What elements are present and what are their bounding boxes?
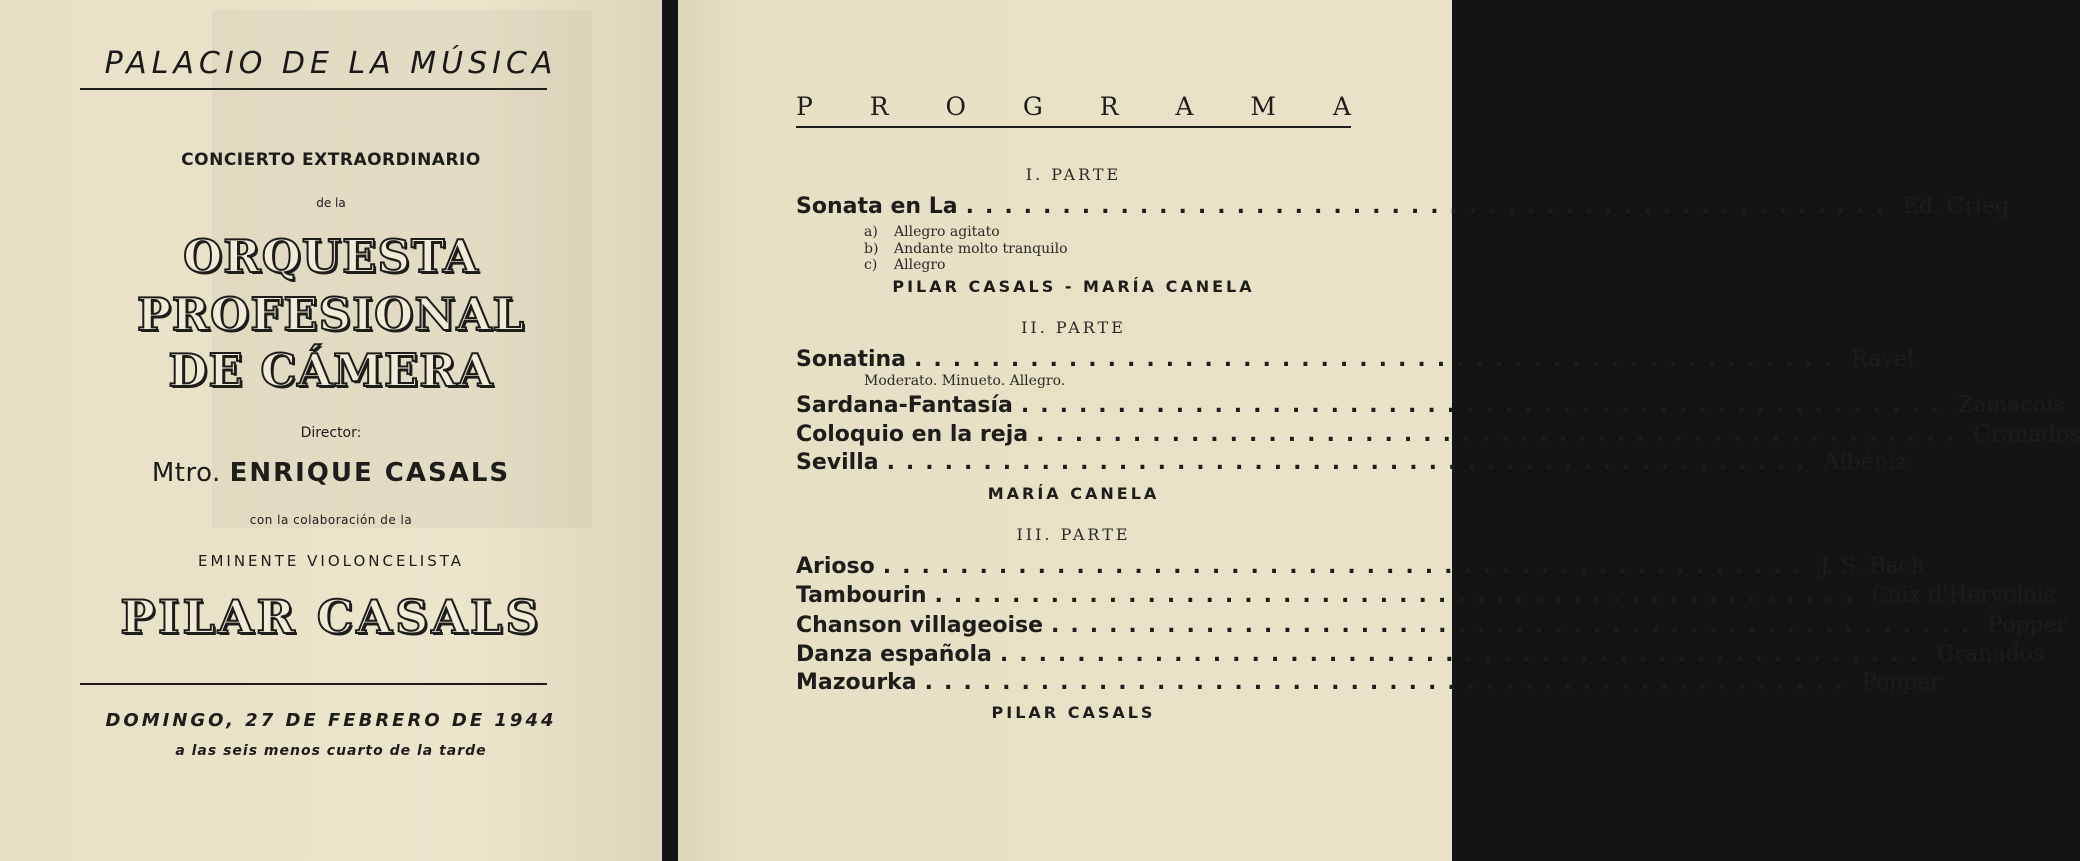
title-letter: P bbox=[796, 92, 813, 121]
movement: b) Andante molto tranquilo bbox=[864, 240, 1068, 257]
composer: J. S. Bach bbox=[1819, 554, 1926, 579]
title-letter: R bbox=[1099, 92, 1119, 121]
composer: Popper bbox=[1861, 670, 1941, 695]
orchestra-line-1: ORQUESTA bbox=[183, 230, 479, 283]
director-prefix: Mtro. bbox=[151, 458, 221, 488]
soloist-title: EMINENTE VIOLONCELISTA bbox=[197, 552, 465, 570]
orchestra-line-2: PROFESIONAL bbox=[136, 288, 526, 341]
title-letter: O bbox=[945, 92, 966, 121]
work-title: Coloquio en la reja bbox=[796, 422, 1029, 447]
venue-title: PALACIO DE LA MÚSICA bbox=[104, 46, 558, 81]
composer: Ed. Grieg bbox=[1902, 194, 2010, 219]
part-1-heading: I. PARTE bbox=[1025, 165, 1122, 184]
part-2-performers: MARÍA CANELA bbox=[987, 484, 1160, 503]
program-item bbox=[796, 393, 2065, 418]
leader-dots: ................................................ bbox=[924, 670, 1854, 695]
work-title: Sonata en La bbox=[796, 194, 958, 219]
composer: Popper bbox=[1988, 613, 2068, 638]
work-title: Sonatina bbox=[796, 347, 907, 372]
right-page bbox=[678, 0, 2080, 861]
composer: Caix d'Hervelois bbox=[1871, 583, 2055, 608]
work-title: Tambourin bbox=[796, 583, 927, 608]
leader-dots: ................................................ bbox=[882, 554, 1812, 579]
leader-dots: ................................................ bbox=[914, 347, 1844, 372]
work-title: Chanson villageoise bbox=[796, 613, 1043, 638]
leader-dots: ................................................ bbox=[886, 450, 1816, 475]
composer: Ravel bbox=[1851, 347, 1914, 372]
connector-text: de la bbox=[316, 196, 346, 210]
leader-dots: ................................................ bbox=[1020, 393, 1951, 418]
work-title: Arioso bbox=[796, 554, 875, 579]
title-rule bbox=[80, 88, 547, 90]
part-3-heading: III. PARTE bbox=[1016, 525, 1131, 544]
title-letter: A bbox=[1332, 92, 1351, 121]
programme-title bbox=[796, 92, 1351, 121]
program-item bbox=[796, 642, 2045, 667]
work-title: Danza española bbox=[796, 642, 992, 667]
title-letter: G bbox=[1022, 92, 1043, 121]
title-letter: M bbox=[1250, 92, 1276, 121]
left-page bbox=[0, 0, 662, 861]
title-letter: R bbox=[869, 92, 889, 121]
sonatina-movements: Moderato. Minueto. Allegro. bbox=[864, 373, 1066, 389]
leader-dots: ................................................ bbox=[934, 583, 1864, 608]
concert-date: DOMINGO, 27 DE FEBRERO DE 1944 bbox=[105, 710, 557, 731]
concert-heading: CONCIERTO EXTRAORDINARIO bbox=[181, 150, 481, 170]
program-item bbox=[796, 422, 2080, 447]
program-item bbox=[796, 554, 1926, 579]
concert-time: a las seis menos cuarto de la tarde bbox=[175, 743, 487, 759]
director-line bbox=[0, 458, 662, 488]
movement-list bbox=[864, 224, 1068, 274]
collaboration-text: con la colaboración de la bbox=[249, 513, 413, 527]
programme-rule bbox=[796, 126, 1351, 128]
leader-dots: ................................................ bbox=[999, 642, 1930, 667]
work-title: Sevilla bbox=[796, 450, 879, 475]
part-1-performers: PILAR CASALS - MARÍA CANELA bbox=[892, 277, 1255, 296]
part-3-performers: PILAR CASALS bbox=[991, 703, 1156, 722]
program-item bbox=[796, 194, 2010, 219]
soloist-name: PILAR CASALS bbox=[120, 590, 542, 644]
program-item bbox=[796, 583, 2055, 608]
program-item bbox=[796, 613, 2068, 638]
orchestra-line-3: DE CÁMERA bbox=[168, 344, 494, 397]
composer: Granados bbox=[1937, 642, 2045, 667]
program-item bbox=[796, 347, 1914, 372]
composer: Granados bbox=[1973, 422, 2080, 447]
director-label: Director: bbox=[300, 425, 362, 441]
work-title: Mazourka bbox=[796, 670, 917, 695]
title-letter: A bbox=[1175, 92, 1194, 121]
part-2-heading: II. PARTE bbox=[1021, 318, 1126, 337]
movement: a) Allegro agitato bbox=[864, 224, 1000, 240]
program-item bbox=[796, 450, 1907, 475]
date-rule bbox=[80, 683, 547, 685]
program-item bbox=[796, 670, 1941, 695]
leader-dots: ................................................ bbox=[1036, 422, 1966, 447]
work-title: Sardana-Fantasía bbox=[796, 393, 1013, 418]
leader-dots: ................................................ bbox=[1051, 613, 1981, 638]
composer: Albéniz bbox=[1823, 450, 1907, 475]
leader-dots: ................................................ bbox=[965, 194, 1895, 219]
director-name: ENRIQUE CASALS bbox=[229, 458, 511, 488]
movement: c) Allegro bbox=[864, 257, 946, 273]
composer: Zamacois bbox=[1958, 393, 2065, 418]
